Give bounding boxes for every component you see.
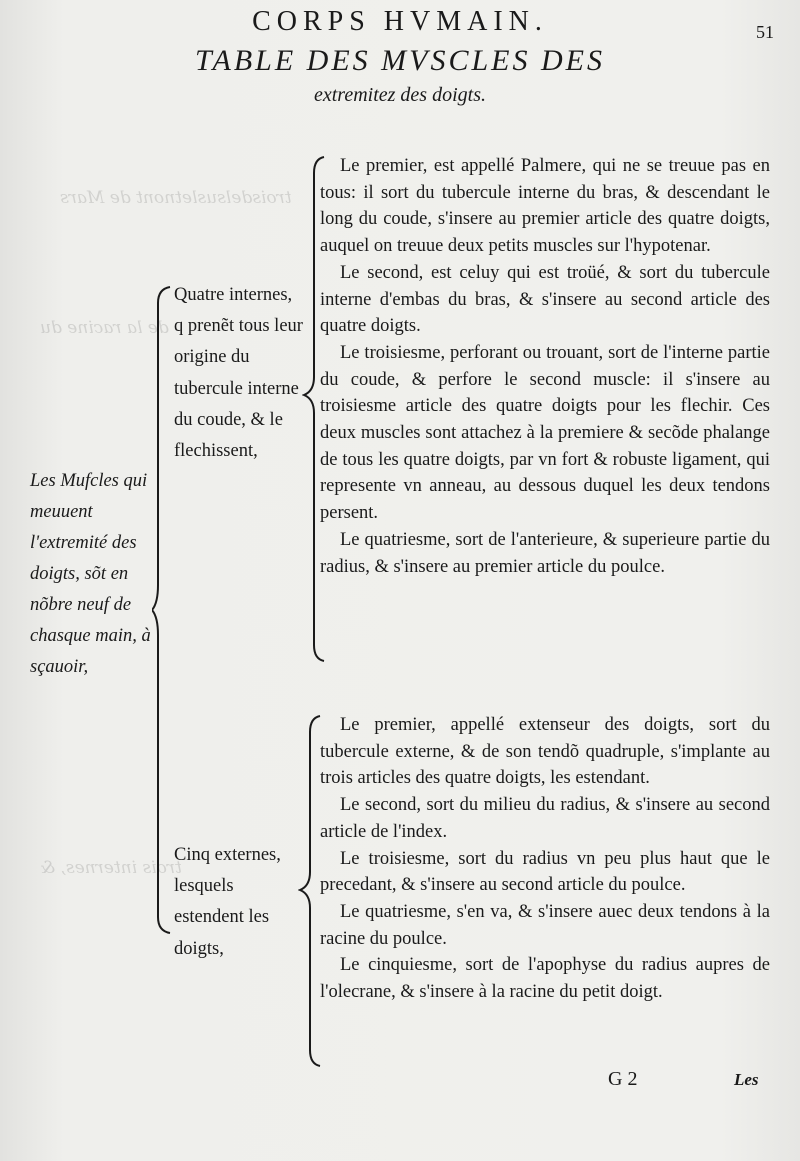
paragraph: Le troisiesme, perforant ou trouant, sort de l'interne partie du coude, & perfore le second muscle: il s'insere au troisiesme article des quatre doigts pour les flechir. Ces deux muscles sont attachez à la premiere & secõde phalange de tous les quatre doigts, par vn fort & robuste ligament, qui represente vn anneau, au dessous duquel les deux tendons persent. <box>320 342 770 524</box>
paragraph: Le second, est celuy qui est troüé, & sort du tubercule interne d'embas du bras, & s'insere au second article des quatre doigts. <box>320 262 770 337</box>
paragraph: Le troisiesme, sort du radius vn peu plus haut que le precedant, & s'insere au second article du poulce. <box>320 848 770 896</box>
internes-description-block <box>320 153 770 580</box>
show-through-text: troisdelsusletnont de Mars <box>60 188 292 208</box>
main-brace <box>152 285 174 935</box>
show-through-text: trois internes, & <box>40 858 182 878</box>
paragraph: Le premier, est appellé Palmere, qui ne se treuue pas en tous: il sort du tubercule interne du bras, & descendant le long du coude, s'insere au premier article des quatre doigts, auquel on treuue deux petits muscles sur l'hypotenar. <box>320 156 770 257</box>
show-through-text: de la racine du <box>40 318 169 338</box>
paragraph: Le premier, appellé extenseur des doigts, sort du tubercule externe, & de son tendõ quadruple, s'implante au trois articles des quatre doigts, les estendant. <box>320 715 770 789</box>
page-title: TABLE DES MVSCLES DES <box>195 44 605 77</box>
group-label-internes: Quatre internes, q prenẽt tous leur origine du tubercule interne du coude, & le flechissent, <box>174 285 303 462</box>
paragraph: Le quatriesme, sort de l'anterieure, & superieure partie du radius, & s'insere au premier article du poulce. <box>320 529 770 577</box>
signature-mark: G 2 <box>608 1068 638 1090</box>
running-head: CORPS HVMAIN. <box>252 6 548 37</box>
catchword: Les <box>734 1070 759 1089</box>
group-label-externes: Cinq externes, lesquels estendent les doigts, <box>174 845 281 959</box>
externes-description-block <box>320 712 770 1006</box>
paragraph: Le quatriesme, s'en va, & s'insere auec deux tendons à la racine du poulce. <box>320 901 770 949</box>
main-label: Les Mufcles qui meuuent l'extremité des doigts, sõt en nõbre neuf de chasque main, à sçauoir, <box>30 471 151 677</box>
externes-brace <box>298 714 322 1070</box>
paragraph: Le cinquiesme, sort de l'apophyse du radius aupres de l'olecrane, & s'insere à la racine du petit doigt. <box>320 955 770 1003</box>
page-subtitle: extremitez des doigts. <box>313 84 486 106</box>
paragraph: Le second, sort du milieu du radius, & s'insere au second article de l'index. <box>320 795 770 842</box>
page-number: 51 <box>756 22 774 42</box>
